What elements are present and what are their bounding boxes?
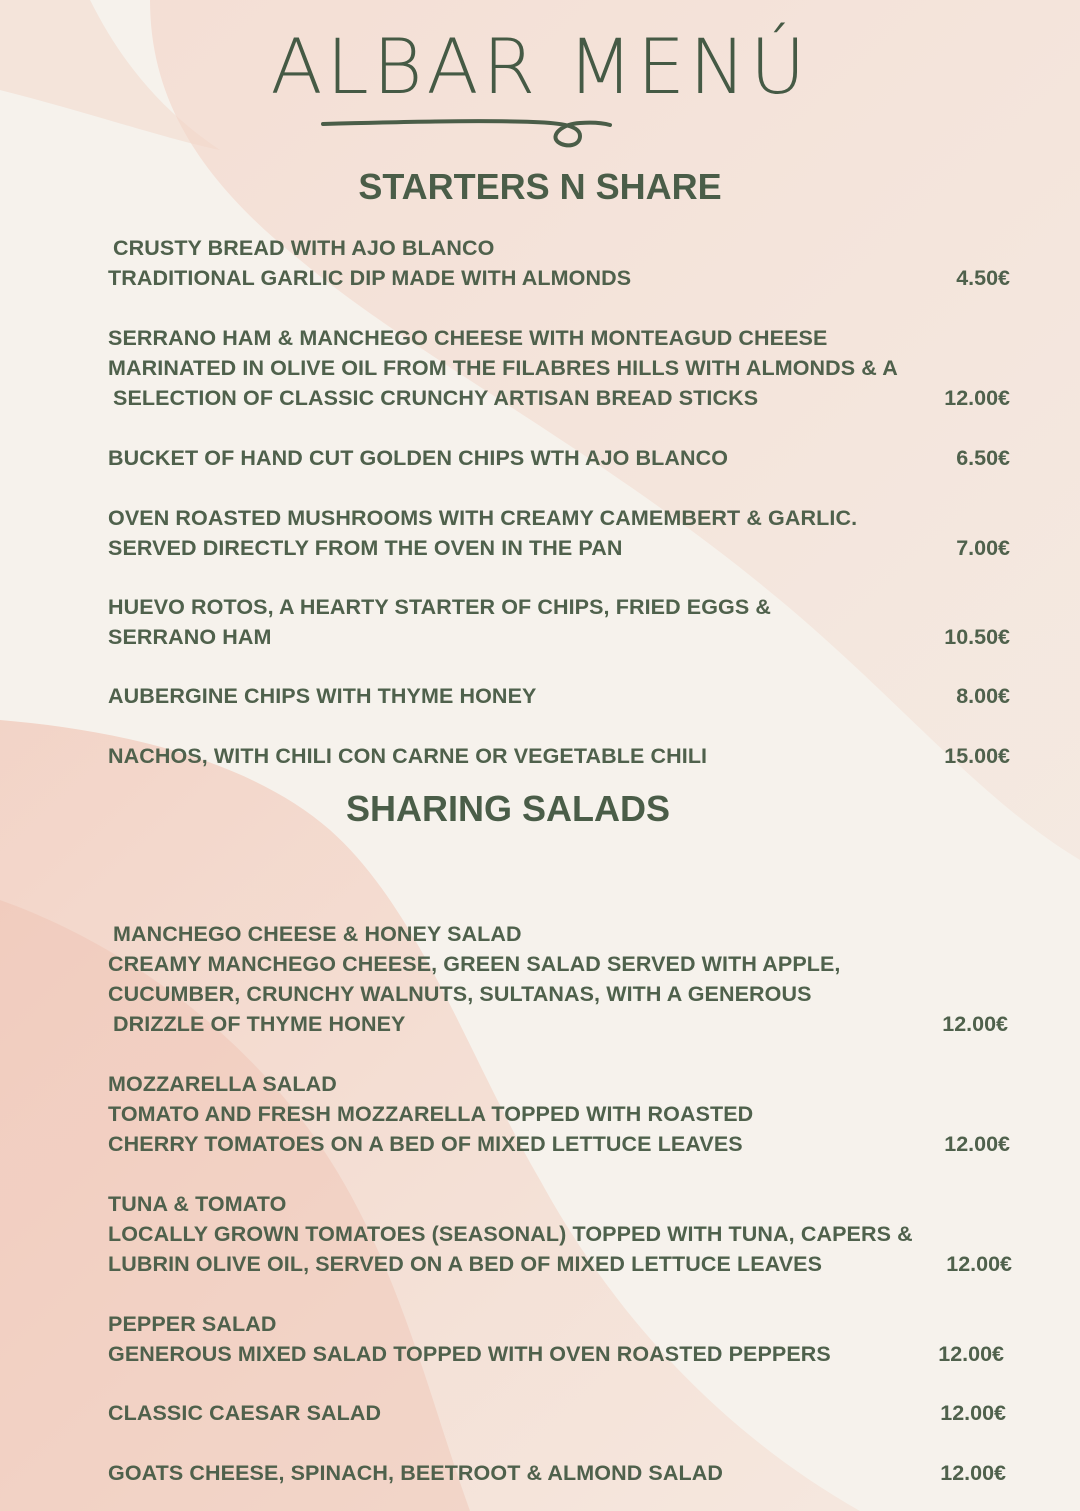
item-line: CUCUMBER, CRUNCHY WALNUTS, SULTANAS, WITH A GENEROUS <box>108 982 812 1006</box>
menu-item <box>108 1069 1018 1159</box>
menu-item <box>108 1458 1018 1488</box>
item-price: 10.50€ <box>944 625 1010 649</box>
item-line: GENEROUS MIXED SALAD TOPPED WITH OVEN ROASTED PEPPERS <box>108 1342 831 1366</box>
item-price: 15.00€ <box>944 744 1010 768</box>
item-line: OVEN ROASTED MUSHROOMS WITH CREAMY CAMEMBERT & GARLIC. <box>108 506 858 530</box>
menu-item <box>108 681 1018 711</box>
item-line: MARINATED IN OLIVE OIL FROM THE FILABRES HILLS WITH ALMONDS & A <box>108 356 898 380</box>
section-heading-starters: STARTERS N SHARE <box>358 166 722 207</box>
item-line: LOCALLY GROWN TOMATOES (SEASONAL) TOPPED WITH TUNA, CAPERS & <box>108 1222 913 1246</box>
item-line: MANCHEGO CHEESE & HONEY SALAD <box>113 922 522 946</box>
item-line: TRADITIONAL GARLIC DIP MADE WITH ALMONDS <box>108 266 632 290</box>
item-line: CHERRY TOMATOES ON A BED OF MIXED LETTUCE LEAVES <box>108 1132 743 1156</box>
item-price: 12.00€ <box>940 1401 1006 1425</box>
item-price: 12.00€ <box>942 1012 1008 1036</box>
item-line: SERRANO HAM & MANCHEGO CHEESE WITH MONTEAGUD CHEESE <box>108 326 828 350</box>
item-line: SELECTION OF CLASSIC CRUNCHY ARTISAN BREAD STICKS <box>113 386 759 410</box>
section-heading-salads: SHARING SALADS <box>345 788 671 829</box>
menu-item <box>108 233 1018 293</box>
item-line: CLASSIC CAESAR SALAD <box>108 1401 382 1425</box>
menu-item <box>108 1398 1018 1428</box>
item-line: HUEVO ROTOS, A HEARTY STARTER OF CHIPS, FRIED EGGS & <box>108 595 772 619</box>
item-line: MOZZARELLA SALAD <box>108 1072 337 1096</box>
item-line: PEPPER SALAD <box>108 1312 277 1336</box>
title-flourish-icon <box>318 108 618 158</box>
item-line: CREAMY MANCHEGO CHEESE, GREEN SALAD SERVED WITH APPLE, <box>108 952 841 976</box>
menu-item <box>108 592 1018 652</box>
item-price: 12.00€ <box>944 1132 1010 1156</box>
item-line: LUBRIN OLIVE OIL, SERVED ON A BED OF MIXED LETTUCE LEAVES <box>108 1252 823 1276</box>
item-line: AUBERGINE CHIPS WITH THYME HONEY <box>108 684 537 708</box>
item-price: 12.00€ <box>944 386 1010 410</box>
menu-title: ALBAR MENÚ <box>270 22 810 111</box>
item-price: 7.00€ <box>956 536 1010 560</box>
item-line: SERVED DIRECTLY FROM THE OVEN IN THE PAN <box>108 536 623 560</box>
item-line: TOMATO AND FRESH MOZZARELLA TOPPED WITH ROASTED <box>108 1102 754 1126</box>
menu-item <box>108 443 1018 473</box>
item-line: GOATS CHEESE, SPINACH, BEETROOT & ALMOND SALAD <box>108 1461 723 1485</box>
item-price: 12.00€ <box>946 1252 1012 1276</box>
item-line: SERRANO HAM <box>108 625 272 649</box>
item-price: 12.00€ <box>938 1342 1004 1366</box>
item-line: NACHOS, WITH CHILI CON CARNE OR VEGETABLE CHILI <box>108 744 708 768</box>
item-price: 4.50€ <box>956 266 1010 290</box>
menu-item <box>108 919 1018 1039</box>
menu-item <box>108 741 1018 771</box>
item-price: 12.00€ <box>940 1461 1006 1485</box>
menu-item <box>108 1189 1018 1279</box>
item-line: BUCKET OF HAND CUT GOLDEN CHIPS WTH AJO BLANCO <box>108 446 729 470</box>
item-price: 8.00€ <box>956 684 1010 708</box>
item-line: DRIZZLE OF THYME HONEY <box>113 1012 406 1036</box>
menu-item <box>108 323 1018 413</box>
menu-item <box>108 503 1018 563</box>
menu-item <box>108 1309 1018 1369</box>
item-line: CRUSTY BREAD WITH AJO BLANCO <box>113 236 495 260</box>
item-price: 6.50€ <box>956 446 1010 470</box>
item-line: TUNA & TOMATO <box>108 1192 287 1216</box>
